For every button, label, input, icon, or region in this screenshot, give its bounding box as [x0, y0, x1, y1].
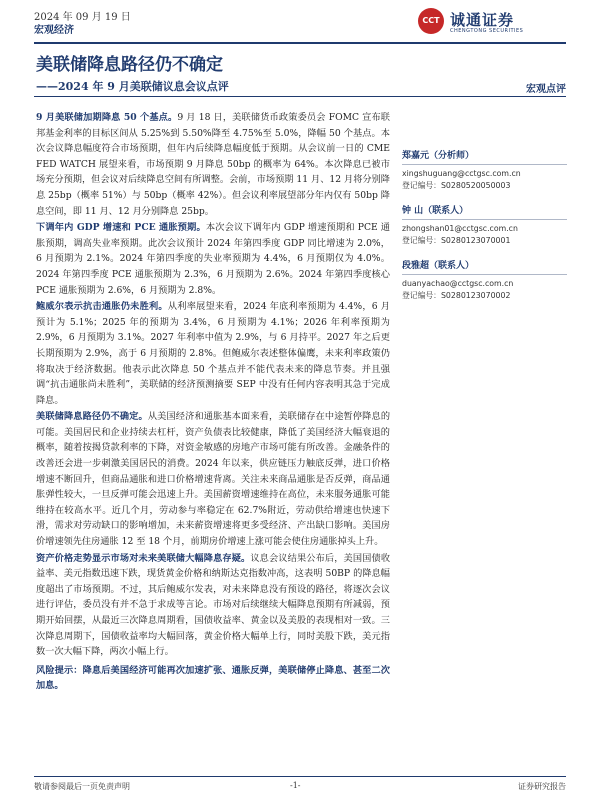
paragraph-text: 本次会议下调年内 GDP 增速预期和 PCE 通胀预期，调高失业率预期。此次会议预计 2024 年第四季度 GDP 同比增速为 2.0%，6 月预期为 2.1%。2024 年第四季度的失业率预期为 4.4%，6 月预期仅为 4.0%。2024 年第四季度 PCE 通胀预期为 2.3%，6 月预期为 2.6%。2024 年第四季度核心 PCE 通胀预期为 2.6%，6 月预期为 2.8%。	[36, 222, 390, 296]
report-category: 证券研究报告	[518, 782, 566, 791]
report-subtitle: ——2024 年 9 月美联储议息会议点评	[36, 80, 229, 93]
paragraph-text: 议息会议结果公布后，美国国债收益率、美元指数迅速下跌，现货黄金价格和纳斯达克指数冲高，这表明 50BP 的降息幅度超出了市场预期。不过，其后鲍威尔发表，对未来降息没有预设的路径，将逐次会议进行评估，委员没有并不急于求成等言论。市场对后续继续大幅降息预期有所减弱，预期开始回摆，从最近三次降息周期看，国债收益率、黄金以及美股的表现相对一致。三次降息周期下，国债收益率均大幅回落，黄金价格大幅单上行，同时美股下跌，美元指数一次大幅下降，两次小幅上行。	[36, 552, 391, 658]
paragraph	[36, 110, 390, 219]
main-body	[36, 110, 390, 695]
author-card	[402, 150, 567, 192]
author-registration: 登记编号：S0280520050003	[402, 181, 511, 190]
author-registration: 登记编号：S0280123070002	[402, 291, 511, 300]
disclaimer-note: 敬请参阅最后一页免责声明	[34, 782, 130, 791]
author-divider	[402, 219, 567, 220]
author-card	[402, 260, 567, 302]
paragraph-lead: 鲍威尔表示抗击通胀仍未胜利。	[36, 301, 168, 313]
paragraph-lead: 下调年内 GDP 增速和 PCE 通胀预期。	[36, 222, 206, 234]
logo-mark-icon: CCT	[418, 8, 444, 34]
subtitle-divider	[34, 96, 566, 97]
paragraph	[36, 220, 390, 298]
author-card	[402, 205, 567, 247]
paragraph-lead: 资产价格走势显示市场对未来美联储大幅降息存疑。	[36, 552, 251, 564]
company-logo	[418, 8, 568, 38]
paragraph-text: 9 月 18 日，美联储货币政策委员会 FOMC 宣布联邦基金利率的目标区间从 5.25%到 5.50%降至 4.75%至 5.0%，降幅 50 个基点。本次会议降息幅度符合市场预期，但年内后续降息幅度低于预期。从会议前一日的 CME FED WATCH 展望来看，市场预期 9 月降息 50bp 的概率为 64%。本次降息已被市场充分预期，但会议对后续降息空间有所调整。会前，市场预期 11 月、12 月将分别降息 25bp（概率 51%）与 50bp（概率 42%）。但会议利率展望部分年内仅有 50bp 降息空间，即 11 月、12 月分别降息 25bp。	[36, 112, 390, 217]
page-number: -1-	[290, 781, 301, 790]
author-divider	[402, 164, 567, 165]
author-email[interactable]: duanyachao@cctgsc.com.cn	[402, 279, 514, 288]
header-divider	[34, 42, 566, 44]
author-email[interactable]: xingshuguang@cctgsc.com.cn	[402, 169, 521, 178]
risk-warning: 风险提示：降息后美国经济可能再次加速扩张、通胀反弹，美联储停止降息、甚至二次加息。	[36, 664, 390, 692]
page-footer	[34, 776, 566, 795]
paragraph-lead: 9 月美联储加期降息 50 个基点。	[36, 112, 178, 123]
logo-english: CHENGTONG SECURITIES	[450, 28, 524, 34]
author-name: 郑嘉元（分析师）	[402, 151, 475, 161]
report-section: 宏观经济	[34, 25, 74, 36]
paragraph	[36, 551, 390, 660]
logo-name: 诚通证券	[450, 11, 515, 29]
report-date: 2024 年 09 月 19 日	[34, 12, 131, 23]
author-sidebar	[402, 150, 567, 315]
paragraph-text: 从美国经济和通胀基本面来看，美联储存在中途暂停降息的可能。美国居民和企业持续去杠杆，资产负债表比较健康，降低了美国经济大幅衰退的概率，随着按揭贷款利率的下降，对资金敏感的房地产市场可能有所改善。金融条件的改善还会进一步刺激美国居民的消费。2024 年以来，供应链压力触底反弹，进口价格增速不断回升，但商品通胀和进口价格增速背离。关注未来商品通胀是否反弹，商品通胀弹性较大，一旦反弹可能会迅速上升。美国薪资增速维持在高位，未来服务通胀可能维持在较高水平。近几个月，劳动参与率稳定在 62.7%附近，劳动供给增速也快速下滑，需求对劳动缺口的影响增加，未来薪资增速将更多受经济、产出缺口影响。美国房价增速领先住房通胀 12 至 18 个月，前期房价增速上涨可能会使住房通胀掉头上升。	[36, 411, 391, 548]
report-title: 美联储降息路径仍不确定	[36, 55, 223, 75]
paragraph	[36, 409, 390, 549]
author-divider	[402, 274, 567, 275]
paragraph	[36, 299, 390, 408]
author-registration: 登记编号：S0280123070001	[402, 236, 511, 245]
report-type-tag: 宏观点评	[526, 84, 566, 95]
paragraph-lead: 美联储降息路径仍不确定。	[36, 411, 148, 423]
author-name: 段雅超（联系人）	[402, 261, 475, 271]
author-name: 钟 山（联系人）	[402, 206, 469, 216]
author-email[interactable]: zhongshan01@cctgsc.com.cn	[402, 224, 518, 233]
paragraph-text: 从利率展望来看，2024 年底利率预期为 4.4%，6 月预计为 5.1%；2025 年的预期为 3.4%，6 月预期为 4.1%；2026 年利率预期为 2.9%，6 月预期为 3.1%。2027 年利率中值为 2.9%，与 6 月持平。2027 年之后更长期预期为 2.9%，高于 6 月预期的 2.8%。但鲍威尔表述整体偏鹰，未来利率政策仍将取决于经济数据。他表示此次降息 50 个基点并不能代表未来的降息节奏。并且强调“抗击通胀尚未胜利”，美联储的经济预测摘要 SEP 中没有任何内容表明其急于完成降息。	[36, 301, 390, 406]
